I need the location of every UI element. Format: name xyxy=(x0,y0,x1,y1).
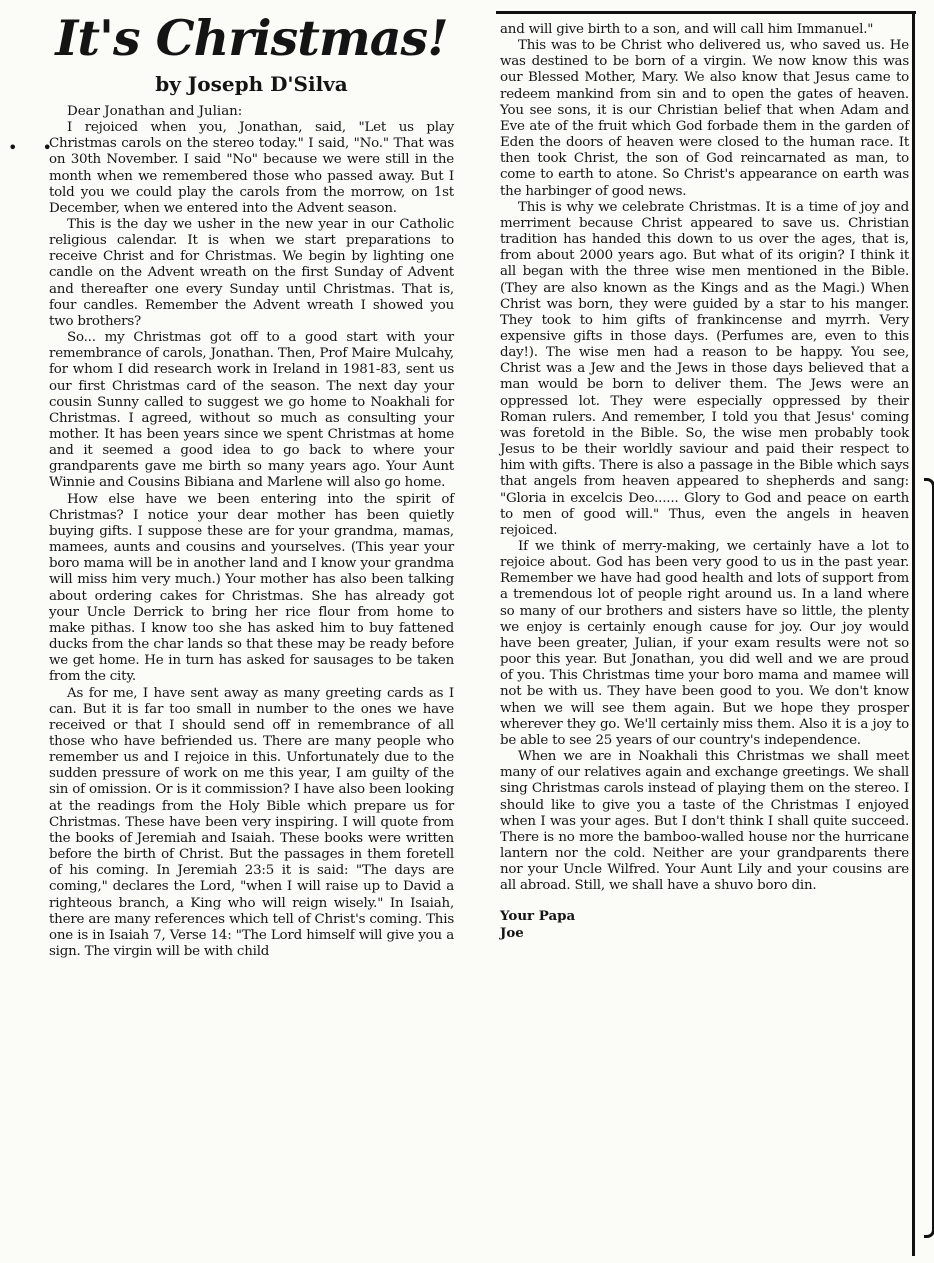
left-column xyxy=(49,4,454,960)
right-column-text xyxy=(500,22,909,894)
paragraph: I rejoiced when you, Jonathan, said, "Let us play Christmas carols on the stereo today." I said, "No." That was on 30th November. I said "No" because we were still in the month when we remembered those who passed away. But I told you we could play the carols from the morrow, on 1st December, when we entered into the Advent season. xyxy=(49,120,454,216)
paragraph: This was to be Christ who delivered us, who saved us. He was destined to be born of a virgin. We now know this was our Blessed Mother, Mary. We also know that Jesus came to redeem mankind from sin and to open the gates of heaven. You see sons, it is our Christian belief that when Adam and Eve ate of the fruit which God forbade them in the garden of Eden the doors of heaven were closed to the human race. It then took Christ, the son of God reincarnated as man, to come to earth to atone. So Christ's appearance on earth was the harbinger of good news. xyxy=(500,38,909,199)
paragraph: If we think of merry-making, we certainly have a lot to rejoice about. God has been very good to us in the past year. Remember we have had good health and lots of support from a tremendous lot of people right around us. In a land where so many of our brothers and sisters have so little, the plenty we enjoy is certainly enough cause for joy. Our joy would have been greater, Julian, if your exam results were not so poor this year. But Jonathan, you did well and we are proud of you. This Christmas time your boro mama and mamee will not be with us. They have been good to you. We don't know when we will see them again. But we hope they prosper wherever they go. We'll certainly miss them. Also it is a joy to be able to see 25 years of our country's independence. xyxy=(500,539,909,748)
signature-name: Joe xyxy=(500,924,524,941)
paragraph: How else have we been entering into the spirit of Christmas? I notice your dear mother has been quietly buying gifts. I suppose these are for your grandma, mamas, mamees, aunts and cousins and yourselves. (This year your boro mama will be in another land and I know your grandma will miss him very much.) Your mother has also been talking about ordering cakes for Christmas. She has already got your Uncle Derrick to bring her rice flour from home to make pithas. I know too she has asked him to buy fattened ducks from the char lands so that these may be ready before we get home. He in turn has asked for sausages to be taken from the city. xyxy=(49,491,454,685)
paragraph: So... my Christmas got off to a good start with your remembrance of carols, Jonathan. Then, Prof Maire Mulcahy, for whom I did research work in Ireland in 1981-83, sent us our first Christmas card of the season. The next day your cousin Sunny called to suggest we go home to Noakhali for Christmas. I agreed, without so much as consulting your mother. It has been years since we spent Christmas at home and it seemed a good idea to go back to where your grandparents gave me birth so many years ago. Your Aunt Winnie and Cousins Bibiana and Marlene will also go home. xyxy=(49,330,454,491)
left-column-text xyxy=(49,104,454,960)
article-title: It's Christmas! xyxy=(55,9,448,67)
signoff: Your Papa xyxy=(500,908,576,925)
salutation: Dear Jonathan and Julian: xyxy=(67,103,243,119)
paragraph: This is the day we usher in the new year in our Catholic religious calendar. It is when we start preparations to receive Christ and for Christmas. We begin by lighting one candle on the Advent wreath on the first Sunday of Advent and thereafter one every Sunday until Christmas. That is, four candles. Remember the Advent wreath I showed you two brothers? xyxy=(49,216,454,329)
top-rule xyxy=(496,11,916,14)
margin-marks: • • xyxy=(8,138,62,157)
signoff-block xyxy=(500,908,909,940)
paragraph-continuation: and will give birth to a son, and will call him Immanuel." xyxy=(500,22,874,37)
page-edge-bracket xyxy=(924,478,934,1238)
right-column xyxy=(500,22,909,941)
column-rule-right xyxy=(912,11,915,1256)
paragraph: When we are in Noakhali this Christmas we shall meet many of our relatives again and exchange greetings. We shall sing Christmas carols instead of playing them on the stereo. I should like to give you a taste of the Christmas I enjoyed when I was your ages. But I don't think I shall quite succeed. There is no more the bamboo-walled house nor the hurricane lantern nor the cold. Neither are your grandparents there nor your Uncle Wilfred. Your Aunt Lily and your cousins are all abroad. Still, we shall have a shuvo boro din. xyxy=(500,749,909,894)
paragraph: This is why we celebrate Christmas. It is a time of joy and merriment because Christ appeared to save us. Christian tradition has handed this down to us over the ages, that is, from about 2000 years ago. But what of its origin? I think it all began with the three wise men mentioned in the Bible. (They are also known as the Kings and as the Magi.) When Christ was born, they were guided by a star to his manger. They took to him gifts of frankincense and myrrh. Very expensive gifts in those days. (Perfumes are, even to this day!). The wise men had a reason to be happy. You see, Christ was a Jew and the Jews in those days believed that a man would be born to deliver them. The Jews were an oppressed lot. They were especially oppressed by their Roman rulers. And remember, I told you that Jesus' coming was foretold in the Bible. So, the wise men probably took Jesus to be their worldly saviour and paid their respect to him with gifts. There is also a passage in the Bible which says that angels from heaven appeared to shepherds and sang: "Gloria in excelcis Deo...... Glory to God and peace on earth to men of good will." Thus, even the angels in heaven rejoiced. xyxy=(500,199,909,538)
article-byline: by Joseph D'Silva xyxy=(155,71,348,96)
paragraph: As for me, I have sent away as many greeting cards as I can. But it is far too small in number to the ones we have received or that I should send off in remembrance of all those who have befriended us. There are many people who remember us and I rejoice in this. Unfortunately due to the sudden pressure of work on me this year, I am guilty of the sin of omission. Or is it commission? I have also been looking at the readings from the Holy Bible which prepare us for Christmas. These have been very inspiring. I will quote from the books of Jeremiah and Isaiah. These books were written before the birth of Christ. But the passages in them foretell of his coming. In Jeremiah 23:5 it is said: "The days are coming," declares the Lord, "when I will raise up to David a righteous branch, a King who will reign wisely." In Isaiah, there are many references which tell of Christ's coming. This one is in Isaiah 7, Verse 14: "The Lord himself will give you a sign. The virgin will be with child xyxy=(49,685,454,960)
